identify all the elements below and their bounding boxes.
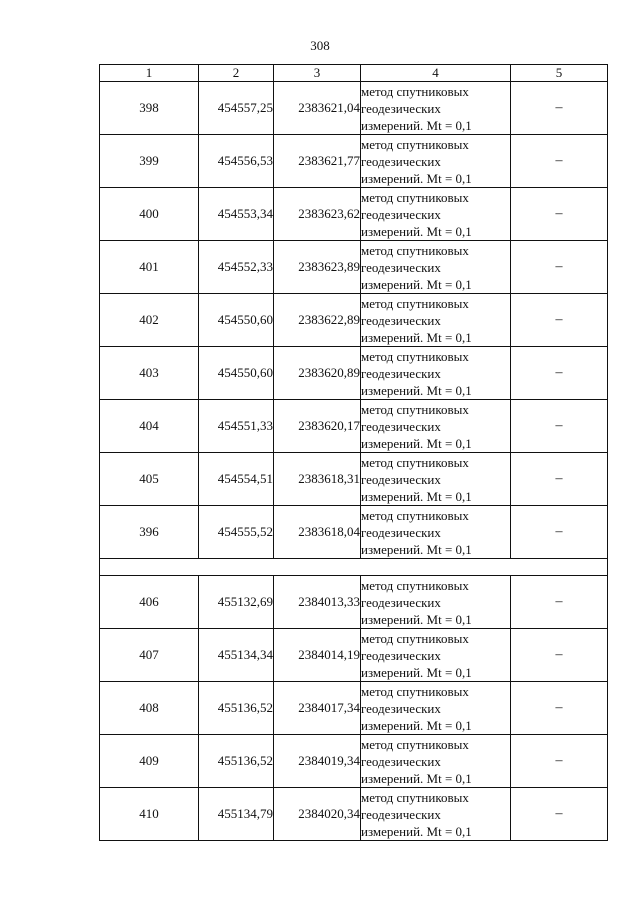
method-text-line: геодезических — [361, 471, 441, 487]
method-text-line: геодезических — [361, 753, 441, 769]
y-coordinate-cell: 2384013,33 — [274, 576, 361, 629]
method-text-line: измерений. Mt = 0,1 — [361, 664, 472, 680]
x-coordinate-cell: 454556,53 — [199, 135, 274, 188]
method-text-line: метод спутниковых — [361, 789, 469, 805]
point-number-cell: 404 — [100, 400, 199, 453]
method-text-line: измерений. Mt = 0,1 — [361, 382, 472, 398]
method-text-line: измерений. Mt = 0,1 — [361, 276, 472, 292]
point-number-cell: 405 — [100, 453, 199, 506]
method-cell — [361, 576, 511, 629]
note-cell: – — [511, 347, 608, 400]
method-text-line: геодезических — [361, 259, 441, 275]
x-coordinate-cell: 454551,33 — [199, 400, 274, 453]
point-number-cell: 398 — [100, 82, 199, 135]
x-coordinate-cell: 454550,60 — [199, 347, 274, 400]
x-coordinate-cell: 455136,52 — [199, 735, 274, 788]
method-text-line: измерений. Mt = 0,1 — [361, 329, 472, 345]
table-row — [100, 735, 608, 788]
method-text-line: метод спутниковых — [361, 507, 469, 523]
method-text-line: измерений. Mt = 0,1 — [361, 823, 472, 839]
table-row — [100, 241, 608, 294]
header-row — [100, 65, 608, 82]
method-text-line: метод спутниковых — [361, 630, 469, 646]
method-cell — [361, 453, 511, 506]
y-coordinate-cell: 2383621,04 — [274, 82, 361, 135]
point-number-cell: 408 — [100, 682, 199, 735]
method-text-line: метод спутниковых — [361, 189, 469, 205]
point-number-cell: 410 — [100, 788, 199, 841]
table-row — [100, 135, 608, 188]
page-number: 308 — [310, 38, 330, 53]
x-coordinate-cell: 454550,60 — [199, 294, 274, 347]
column-header-3: 3 — [274, 65, 361, 82]
method-text-line: измерений. Mt = 0,1 — [361, 223, 472, 239]
column-header-2: 2 — [199, 65, 274, 82]
method-cell — [361, 241, 511, 294]
x-coordinate-cell: 454553,34 — [199, 188, 274, 241]
x-coordinate-cell: 454557,25 — [199, 82, 274, 135]
point-number-cell: 403 — [100, 347, 199, 400]
method-cell — [361, 506, 511, 559]
note-cell: – — [511, 241, 608, 294]
point-number-cell: 400 — [100, 188, 199, 241]
method-cell — [361, 735, 511, 788]
method-text-line: метод спутниковых — [361, 736, 469, 752]
note-cell: – — [511, 188, 608, 241]
method-text-line: геодезических — [361, 418, 441, 434]
x-coordinate-cell: 455136,52 — [199, 682, 274, 735]
y-coordinate-cell: 2384017,34 — [274, 682, 361, 735]
method-cell — [361, 294, 511, 347]
method-text-line: метод спутниковых — [361, 577, 469, 593]
y-coordinate-cell: 2383618,04 — [274, 506, 361, 559]
note-cell: – — [511, 453, 608, 506]
method-text-line: геодезических — [361, 594, 441, 610]
method-text-line: геодезических — [361, 206, 441, 222]
table-row — [100, 576, 608, 629]
method-text-line: измерений. Mt = 0,1 — [361, 170, 472, 186]
method-text-line: геодезических — [361, 806, 441, 822]
note-cell: – — [511, 400, 608, 453]
point-number-cell: 407 — [100, 629, 199, 682]
note-cell: – — [511, 82, 608, 135]
method-cell — [361, 400, 511, 453]
note-cell: – — [511, 576, 608, 629]
method-text-line: измерений. Mt = 0,1 — [361, 117, 472, 133]
table-row — [100, 682, 608, 735]
y-coordinate-cell: 2384019,34 — [274, 735, 361, 788]
method-text-line: геодезических — [361, 700, 441, 716]
table-row — [100, 506, 608, 559]
y-coordinate-cell: 2383620,89 — [274, 347, 361, 400]
x-coordinate-cell: 455132,69 — [199, 576, 274, 629]
y-coordinate-cell: 2383618,31 — [274, 453, 361, 506]
method-text-line: измерений. Mt = 0,1 — [361, 717, 472, 733]
point-number-cell: 409 — [100, 735, 199, 788]
method-cell — [361, 188, 511, 241]
y-coordinate-cell: 2384020,34 — [274, 788, 361, 841]
note-cell: – — [511, 506, 608, 559]
point-number-cell: 396 — [100, 506, 199, 559]
y-coordinate-cell: 2383623,62 — [274, 188, 361, 241]
point-number-cell: 399 — [100, 135, 199, 188]
y-coordinate-cell: 2383621,77 — [274, 135, 361, 188]
method-text-line: метод спутниковых — [361, 242, 469, 258]
x-coordinate-cell: 455134,34 — [199, 629, 274, 682]
method-text-line: метод спутниковых — [361, 83, 469, 99]
table-row — [100, 347, 608, 400]
method-text-line: геодезических — [361, 312, 441, 328]
x-coordinate-cell: 454554,51 — [199, 453, 274, 506]
method-text-line: измерений. Mt = 0,1 — [361, 541, 472, 557]
table-row — [100, 294, 608, 347]
method-text-line: геодезических — [361, 365, 441, 381]
point-number-cell: 402 — [100, 294, 199, 347]
y-coordinate-cell: 2383623,89 — [274, 241, 361, 294]
y-coordinate-cell: 2383620,17 — [274, 400, 361, 453]
method-cell — [361, 629, 511, 682]
method-text-line: измерений. Mt = 0,1 — [361, 611, 472, 627]
method-text-line: геодезических — [361, 524, 441, 540]
table-row — [100, 629, 608, 682]
method-cell — [361, 82, 511, 135]
method-cell — [361, 347, 511, 400]
group-separator-row — [100, 559, 608, 576]
note-cell: – — [511, 629, 608, 682]
table-body — [100, 65, 608, 841]
point-number-cell: 401 — [100, 241, 199, 294]
y-coordinate-cell: 2384014,19 — [274, 629, 361, 682]
table-row — [100, 82, 608, 135]
method-text-line: метод спутниковых — [361, 683, 469, 699]
group-separator-cell — [100, 559, 608, 576]
method-text-line: измерений. Mt = 0,1 — [361, 488, 472, 504]
method-text-line: геодезических — [361, 647, 441, 663]
method-text-line: метод спутниковых — [361, 295, 469, 311]
method-text-line: метод спутниковых — [361, 401, 469, 417]
x-coordinate-cell: 455134,79 — [199, 788, 274, 841]
method-text-line: геодезических — [361, 100, 441, 116]
method-text-line: метод спутниковых — [361, 136, 469, 152]
table-row — [100, 788, 608, 841]
table-row — [100, 188, 608, 241]
method-cell — [361, 682, 511, 735]
method-text-line: измерений. Mt = 0,1 — [361, 770, 472, 786]
method-text-line: метод спутниковых — [361, 454, 469, 470]
note-cell: – — [511, 788, 608, 841]
method-text-line: измерений. Mt = 0,1 — [361, 435, 472, 451]
y-coordinate-cell: 2383622,89 — [274, 294, 361, 347]
x-coordinate-cell: 454555,52 — [199, 506, 274, 559]
column-header-5: 5 — [511, 65, 608, 82]
coordinates-table — [99, 64, 608, 841]
note-cell: – — [511, 682, 608, 735]
column-header-1: 1 — [100, 65, 199, 82]
method-text-line: геодезических — [361, 153, 441, 169]
method-text-line: метод спутниковых — [361, 348, 469, 364]
note-cell: – — [511, 294, 608, 347]
table-row — [100, 400, 608, 453]
point-number-cell: 406 — [100, 576, 199, 629]
column-header-4: 4 — [361, 65, 511, 82]
note-cell: – — [511, 135, 608, 188]
method-cell — [361, 788, 511, 841]
x-coordinate-cell: 454552,33 — [199, 241, 274, 294]
table-row — [100, 453, 608, 506]
method-cell — [361, 135, 511, 188]
note-cell: – — [511, 735, 608, 788]
